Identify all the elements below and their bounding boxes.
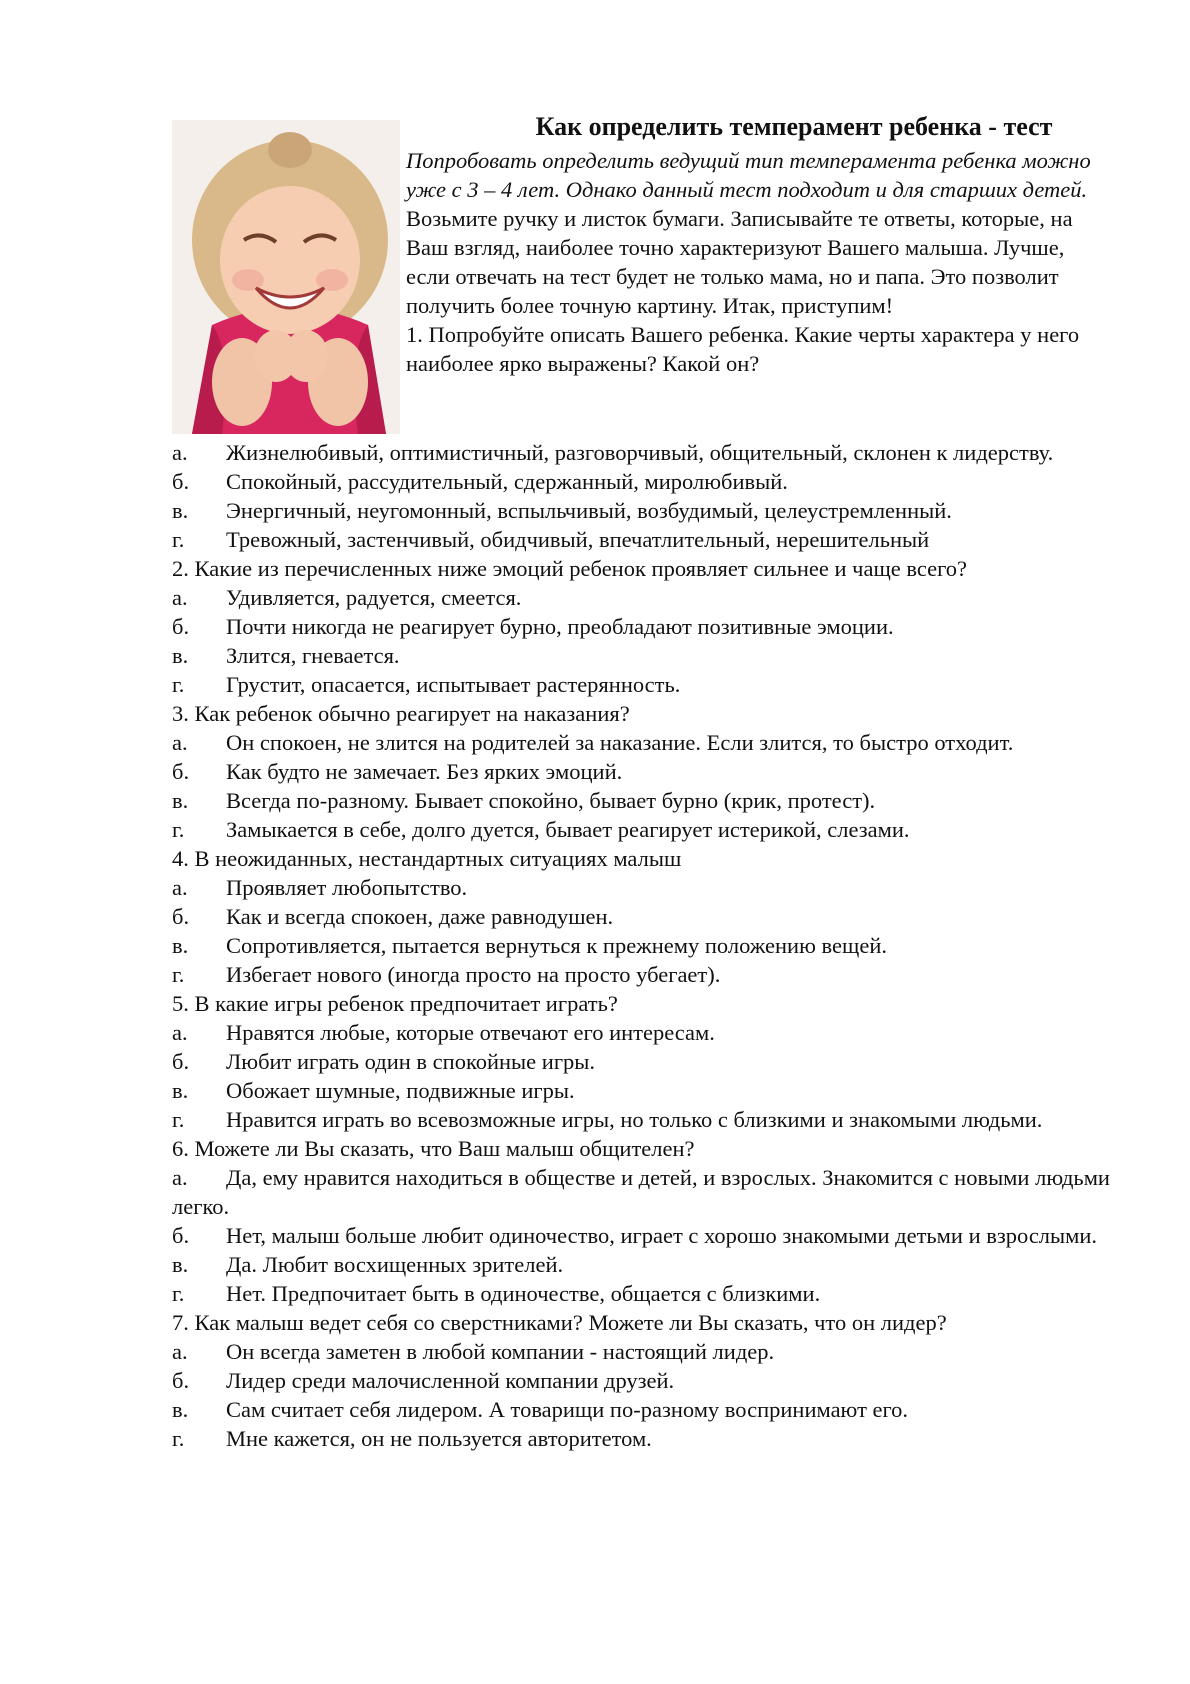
question-text: 3. Как ребенок обычно реагирует на наказания? xyxy=(172,701,630,726)
question-4 xyxy=(172,844,1112,989)
question-text: 5. В какие игры ребенок предпочитает играть? xyxy=(172,991,618,1016)
intro-block xyxy=(406,112,1112,378)
option-item: в. Злится, гневается. xyxy=(172,643,400,668)
option-item: в. Сопротивляется, пытается вернуться к прежнему положению вещей. xyxy=(172,933,887,958)
option-item: г. Избегает нового (иногда просто на просто убегает). xyxy=(172,962,721,987)
option-item: г. Замыкается в себе, долго дуется, бывает реагирует истерикой, слезами. xyxy=(172,817,910,842)
option-item: а. Удивляется, радуется, смеется. xyxy=(172,585,522,610)
option-item: в. Обожает шумные, подвижные игры. xyxy=(172,1078,575,1103)
option-item: г. Нет. Предпочитает быть в одиночестве, общается с близкими. xyxy=(172,1281,821,1306)
option-item: б. Как и всегда спокоен, даже равнодушен. xyxy=(172,904,614,929)
option-item: а. Да, ему нравится находиться в обществе и детей, и взрослых. Знакомится с новыми людьми легко. xyxy=(172,1165,1110,1219)
child-photo xyxy=(172,120,400,434)
option-item: а. Жизнелюбивый, оптимистичный, разговорчивый, общительный, склонен к лидерству. xyxy=(172,440,1054,465)
option-item: г. Мне кажется, он не пользуется авторитетом. xyxy=(172,1426,652,1451)
option-item: а. Он спокоен, не злится на родителей за наказание. Если злится, то быстро отходит. xyxy=(172,730,1014,755)
option-item: б. Лидер среди малочисленной компании друзей. xyxy=(172,1368,675,1393)
page-title: Как определить темперамент ребенка - тест xyxy=(535,112,1053,141)
question-6 xyxy=(172,1134,1112,1308)
question-text: 6. Можете ли Вы сказать, что Ваш малыш общителен? xyxy=(172,1136,695,1161)
question-text: 2. Какие из перечисленных ниже эмоций ребенок проявляет сильнее и чаще всего? xyxy=(172,556,968,581)
option-item: б. Нет, малыш больше любит одиночество, играет с хорошо знакомыми детьми и взрослыми. xyxy=(172,1223,1098,1248)
option-item: в. Энергичный, неугомонный, вспыльчивый, возбудимый, целеустремленный. xyxy=(172,498,952,523)
question-2 xyxy=(172,554,1112,699)
question-1: 1. Попробуйте описать Вашего ребенка. Какие черты характера у него наиболее ярко выражены? Какой он? xyxy=(406,322,1080,376)
option-item: б. Любит играть один в спокойные игры. xyxy=(172,1049,596,1074)
question-5 xyxy=(172,989,1112,1134)
option-item: г. Грустит, опасается, испытывает растерянность. xyxy=(172,672,681,697)
option-item: а. Проявляет любопытство. xyxy=(172,875,468,900)
question-3 xyxy=(172,699,1112,844)
option-item: б. Спокойный, рассудительный, сдержанный, миролюбивый. xyxy=(172,469,788,494)
question-7 xyxy=(172,1308,1112,1453)
question-1-options xyxy=(172,438,1112,554)
smiling-girl-image xyxy=(172,120,400,434)
option-item: в. Да. Любит восхищенных зрителей. xyxy=(172,1252,564,1277)
lead-text: Попробовать определить ведущий тип темперамента ребенка можно уже с 3 – 4 лет. Однако данный тест подходит и для старших детей. xyxy=(406,148,1091,202)
option-item: г. Нравится играть во всевозможные игры, но только с близкими и знакомыми людьми. xyxy=(172,1107,1043,1132)
option-item: б. Почти никогда не реагирует бурно, преобладают позитивные эмоции. xyxy=(172,614,894,639)
question-text: 7. Как малыш ведет себя со сверстниками? Можете ли Вы сказать, что он лидер? xyxy=(172,1310,947,1335)
option-item: а. Он всегда заметен в любой компании - настоящий лидер. xyxy=(172,1339,775,1364)
option-item: в. Всегда по-разному. Бывает спокойно, бывает бурно (крик, протест). xyxy=(172,788,876,813)
option-item: б. Как будто не замечает. Без ярких эмоций. xyxy=(172,759,623,784)
question-text: 4. В неожиданных, нестандартных ситуациях малыш xyxy=(172,846,682,871)
option-item: г. Тревожный, застенчивый, обидчивый, впечатлительный, нерешительный xyxy=(172,527,930,552)
questions-body xyxy=(172,438,1112,1453)
option-item: а. Нравятся любые, которые отвечают его интересам. xyxy=(172,1020,715,1045)
intro-paragraph: Возьмите ручку и листок бумаги. Записывайте те ответы, которые, на Ваш взгляд, наиболее точно характеризуют Вашего малыша. Лучше, если отвечать на тест будет не только мама, но и папа. Это позволит получить более точную картину. Итак, приступим! xyxy=(406,206,1073,318)
option-item: в. Сам считает себя лидером. А товарищи по-разному воспринимают его. xyxy=(172,1397,909,1422)
